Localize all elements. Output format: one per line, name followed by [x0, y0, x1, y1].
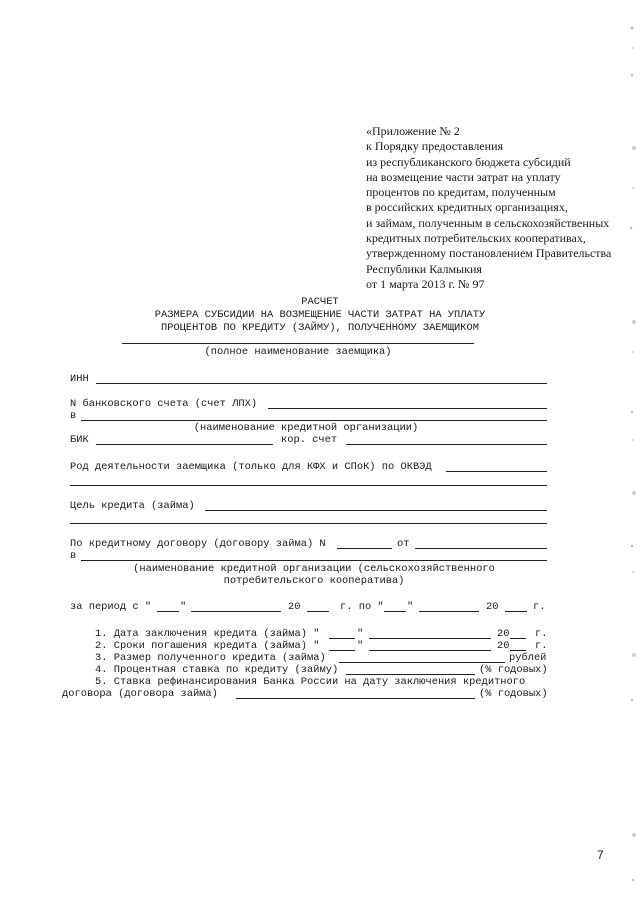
title-line-1: РАЗМЕРА СУБСИДИИ НА ВОЗМЕЩЕНИЕ ЧАСТИ ЗАТРАТ НА УПЛАТУ	[154, 309, 486, 321]
appendix-line: на возмещение части затрат на уплату	[366, 169, 561, 184]
item-2-quote: "	[357, 640, 364, 652]
bik-label: БИК	[70, 434, 89, 446]
item-4-label: 4. Процентная ставка по кредиту (займу)	[95, 664, 339, 676]
period-to-label: г. по "	[340, 601, 384, 613]
period-start-year-prefix: 20	[288, 601, 301, 613]
item-5-unit: (% годовых)	[479, 688, 548, 700]
lender-hint-2: потребительского кооператива)	[223, 575, 405, 587]
appendix-line: и займам, полученным в сельскохозяйственных	[366, 215, 610, 230]
inn-label: ИНН	[70, 373, 89, 385]
period-end-day-field[interactable]	[384, 611, 406, 612]
okved-field[interactable]	[446, 471, 547, 472]
title-heading: РАСЧЕТ	[301, 296, 339, 308]
contract-label: По кредитному договору (договору займа) N	[70, 538, 326, 550]
bank-name-hint: (наименование кредитной организации)	[193, 422, 419, 434]
account-field[interactable]	[268, 408, 547, 409]
item-4-unit: (% годовых)	[479, 664, 548, 676]
appendix-line: из республиканского бюджета субсидий	[366, 154, 571, 169]
appendix-line: Республики Калмыкия	[366, 261, 482, 276]
appendix-line: к Порядку предоставления	[366, 139, 504, 154]
item-2-g: г.	[535, 640, 548, 652]
item-2-year-prefix: 20	[497, 640, 510, 652]
bik-field[interactable]	[96, 444, 273, 445]
appendix-line: процентов по кредитам, полученным	[366, 185, 556, 200]
borrower-name-hint: (полное наименование заемщика)	[204, 346, 392, 358]
item-3-label: 3. Размер полученного кредита (займа)	[95, 652, 326, 664]
item-5-line-1: 5. Ставка рефинансирования Банка России на дату заключения кредитного	[95, 676, 526, 688]
contract-from-label: от	[397, 538, 410, 550]
period-end-month-field[interactable]	[419, 611, 479, 612]
appendix-line: от 1 марта 2013 г. № 97	[366, 276, 485, 291]
appendix-line: утвержденному постановлением Правительства	[366, 246, 612, 261]
period-quote: "	[180, 601, 187, 613]
corr-account-label: кор. счет	[281, 434, 338, 446]
bank-name-field[interactable]	[81, 420, 547, 421]
item-1-day-field[interactable]	[329, 638, 355, 639]
item-1-label: 1. Дата заключения кредита (займа) "	[95, 628, 320, 640]
period-quote-2: "	[407, 601, 414, 613]
period-prefix: за период с "	[70, 601, 152, 613]
corr-account-field[interactable]	[346, 444, 547, 445]
lender-hint-1: (наименование кредитной организации (сельскохозяйственного	[133, 563, 495, 575]
activity-field-2[interactable]	[70, 485, 547, 486]
period-end-year-prefix: 20	[486, 601, 499, 613]
lender-in-label: в	[70, 550, 77, 562]
period-end-year-field[interactable]	[505, 611, 527, 612]
appendix-line: в российских кредитных организациях,	[366, 200, 568, 215]
item-1-year-prefix: 20	[497, 628, 510, 640]
scan-specks	[610, 0, 640, 900]
contract-date-field[interactable]	[415, 548, 547, 549]
purpose-label: Цель кредита (займа)	[70, 500, 195, 512]
item-2-month-field[interactable]	[369, 650, 491, 651]
period-g-label: г.	[533, 601, 546, 613]
item-1-month-field[interactable]	[369, 638, 491, 639]
period-start-year-field[interactable]	[307, 611, 329, 612]
appendix-header	[366, 124, 611, 292]
borrower-name-field[interactable]	[122, 343, 474, 344]
period-start-day-field[interactable]	[157, 611, 179, 612]
inn-field[interactable]	[96, 383, 547, 384]
purpose-field[interactable]	[205, 510, 547, 511]
item-1-g: г.	[535, 628, 548, 640]
item-1-quote: "	[357, 628, 364, 640]
lender-name-field[interactable]	[81, 560, 547, 561]
bank-in-label: в	[70, 410, 77, 422]
account-label: N банковского счета (счет ЛПХ)	[70, 398, 258, 410]
title-line-2: ПРОЦЕНТОВ ПО КРЕДИТУ (ЗАЙМУ), ПОЛУЧЕННОМУ ЗАЕМЩИКОМ	[160, 322, 479, 334]
item-2-year-field[interactable]	[510, 650, 526, 651]
page-number: 7	[597, 848, 604, 862]
item-4-rate-field[interactable]	[346, 674, 475, 675]
item-3-amount-field[interactable]	[339, 662, 505, 663]
appendix-line: кредитных потребительских кооперативах,	[366, 231, 586, 246]
item-3-unit: рублей	[509, 652, 547, 664]
item-2-label: 2. Сроки погашения кредита (займа) "	[95, 640, 320, 652]
activity-label: Род деятельности заемщика (только для КФХ и СПоК) по ОКВЭД	[70, 461, 432, 473]
appendix-line: «Приложение № 2	[366, 124, 460, 138]
item-5-rate-field[interactable]	[236, 698, 475, 699]
item-1-year-field[interactable]	[510, 638, 526, 639]
item-5-line-2: договора (договора займа)	[62, 688, 218, 700]
purpose-field-2[interactable]	[70, 523, 547, 524]
item-2-day-field[interactable]	[329, 650, 355, 651]
contract-number-field[interactable]	[337, 548, 392, 549]
period-start-month-field[interactable]	[191, 611, 281, 612]
